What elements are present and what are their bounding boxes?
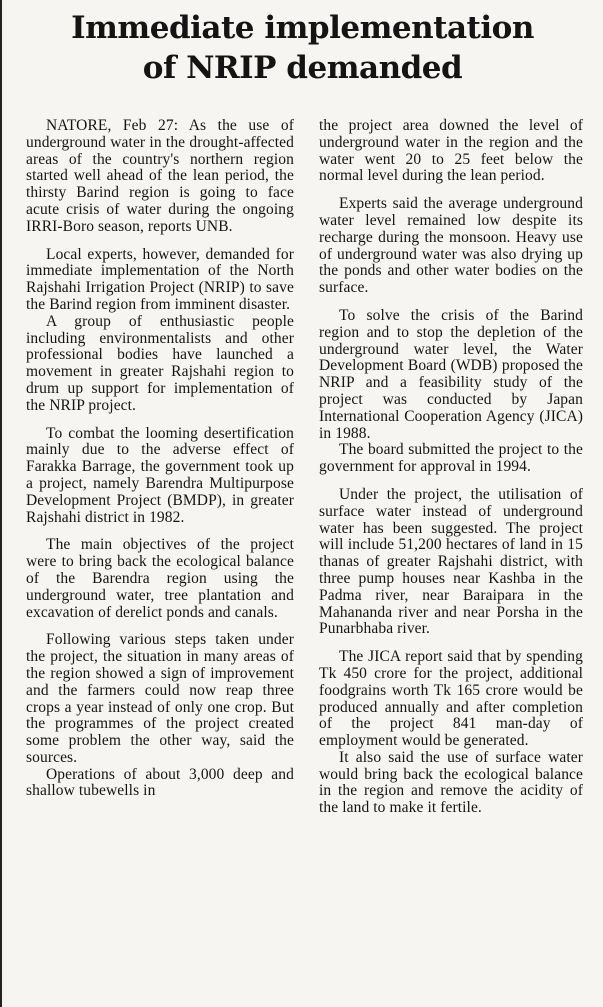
headline-line-2: of NRIP demanded: [142, 50, 463, 86]
paragraph: To solve the crisis of the Barind region and to stop the depletion of the underground water level, the Water Development Board (WDB) proposed the NRIP and a feasibility study of the project was conducted by Japan International Cooperation Agency (JICA) in 1988.: [319, 306, 583, 442]
paragraph: To combat the looming desertification mainly due to the adverse effect of Farakka Barrage, the government took up a project, namely Barendra Multipurpose Development Project (BMDP), in greater Rajshahi district in 1982.: [26, 424, 294, 526]
headline: [2, 0, 603, 92]
headline-line-1: Immediate implementation: [71, 10, 534, 46]
paragraph: The main objectives of the project were to bring back the ecological balance of the Barendra region using the underground water, tree plantation and excavation of derelict ponds and canals.: [26, 536, 294, 621]
right-column: [319, 118, 583, 1007]
article-body: [2, 118, 603, 1007]
paragraph: The board submitted the project to the government for approval in 1994.: [319, 441, 583, 476]
paragraph: Operations of about 3,000 deep and shallow tubewells in: [26, 765, 294, 800]
paragraph: Local experts, however, demanded for immediate implementation of the North Rajshahi Irrigation Project (NRIP) to save the Barind region from imminent disaster.: [26, 245, 294, 313]
paragraph: NATORE, Feb 27: As the use of underground water in the drought-affected areas of the country's northern region started well ahead of the lean period, the thirsty Barind region is going to face acute crisis of water during the ongoing IRRI-Boro season, reports UNB.: [26, 117, 294, 235]
paragraph: It also said the use of surface water would bring back the ecological balance in the region and remove the acidity of the land to make it fertile.: [319, 748, 583, 817]
paragraph: A group of enthusiastic people including environmentalists and other professional bodies have launched a movement in greater Rajshahi region to drum up support for implementation of the NRIP project.: [26, 312, 294, 414]
paragraph: the project area downed the level of underground water in the region and the water went 20 to 25 feet below the normal level during the lean period.: [319, 117, 583, 185]
paragraph: Under the project, the utilisation of surface water instead of underground water has been suggested. The project will include 51,200 hectares of land in 15 thanas of greater Rajshahi district, with three pump houses near Kashba in the Padma river, near Baraipara in the Mahananda river and near Porsha in the Punarbhaba river.: [319, 485, 583, 638]
paragraph: Experts said the average underground water level remained low despite its recharge during the monsoon. Heavy use of underground water was also drying up the ponds and other water bodies on the surface.: [319, 195, 583, 297]
paragraph: Following various steps taken under the project, the situation in many areas of the region showed a sign of improvement and the farmers could now reap three crops a year instead of only one crop. But the programmes of the project created some problem the other way, said the sources.: [26, 631, 294, 766]
paragraph: The JICA report said that by spending Tk 450 crore for the project, additional foodgrains worth Tk 165 crore would be produced annually and after completion of the project 841 man-day of employment would be generated.: [319, 648, 583, 750]
left-column: [26, 118, 294, 1007]
